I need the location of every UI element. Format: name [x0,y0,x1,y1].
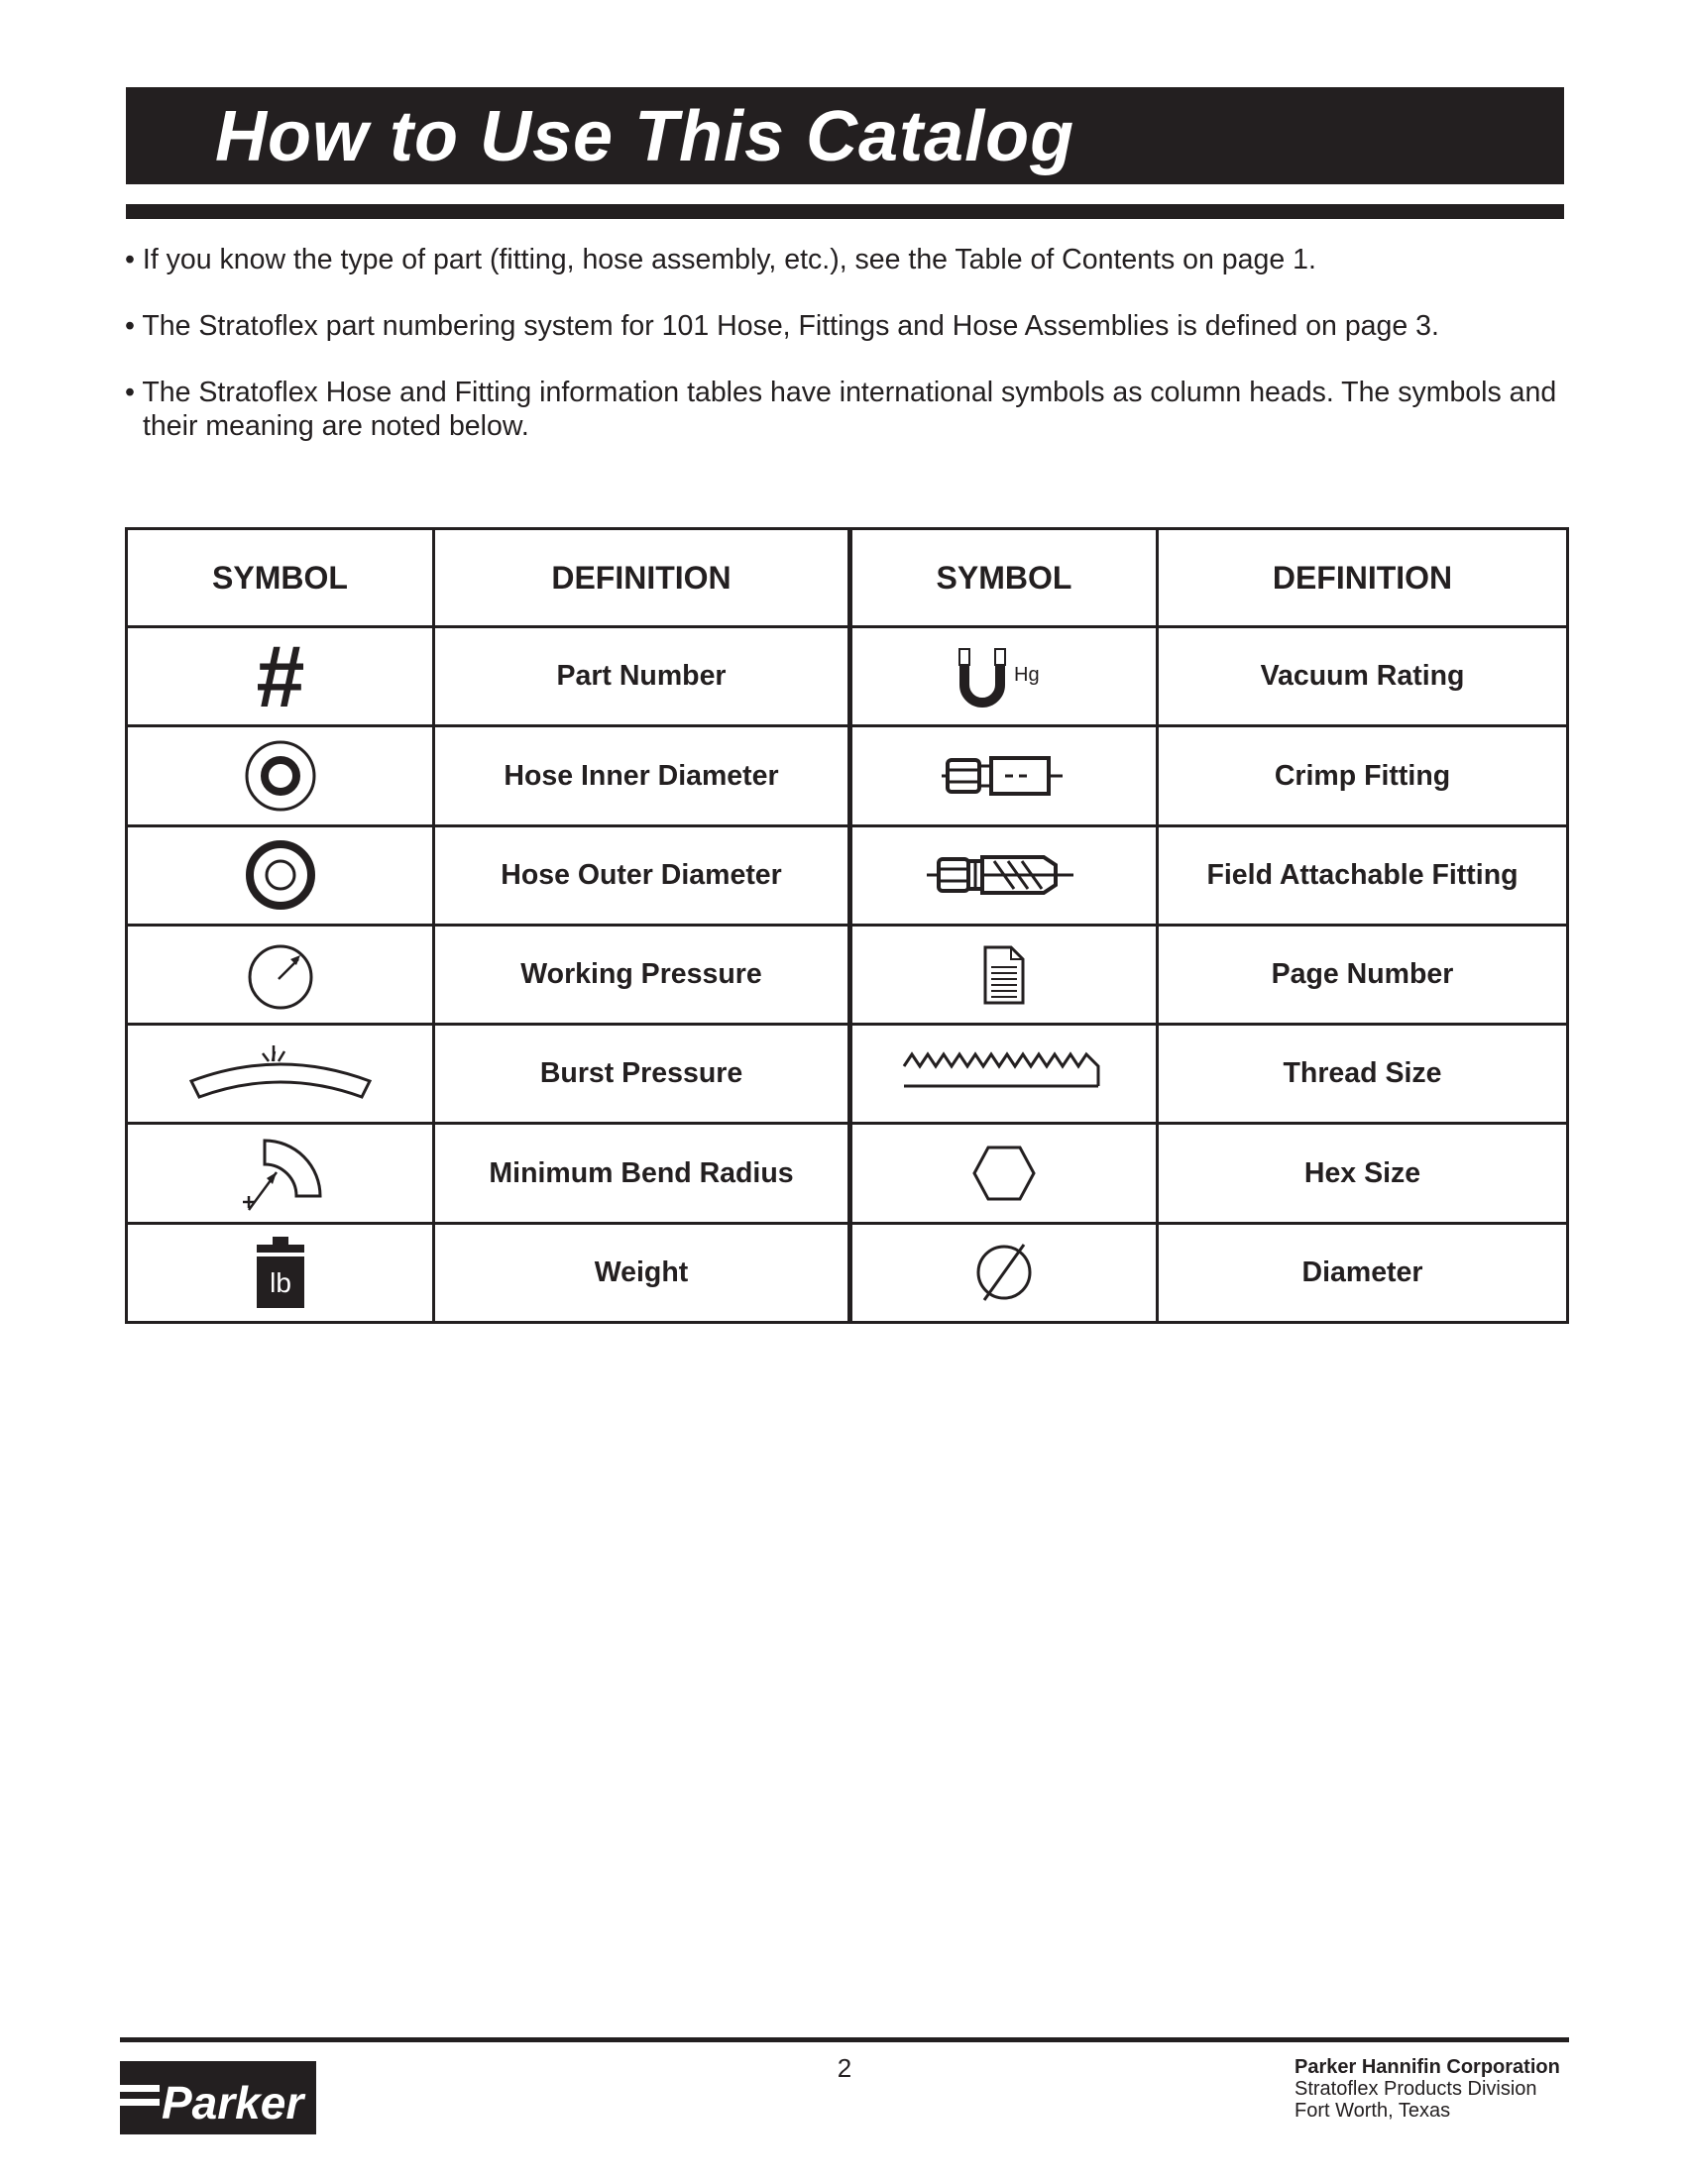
page-icon [979,943,1029,1007]
page-title: How to Use This Catalog [215,97,1075,176]
symbols-table [125,527,1569,1324]
vacuum-gauge-icon [945,645,1064,709]
company-location: Fort Worth, Texas [1295,2100,1451,2122]
bend-radius-icon [231,1131,330,1216]
symbol-cell [127,627,434,726]
symbol-cell [850,925,1158,1024]
definition-cell: Field Attachable Fitting [1158,825,1568,925]
thread-icon [900,1046,1108,1102]
symbol-header: SYMBOL [127,529,434,627]
definition-cell: Diameter [1158,1223,1568,1322]
symbol-header: SYMBOL [850,529,1158,627]
hash-icon [241,637,320,716]
parker-logo-mark [120,2061,316,2134]
definition-header: DEFINITION [434,529,850,627]
intro-bullet: • If you know the type of part (fitting, hose assembly, etc.), see the Table of Contents on page 1. [125,244,1316,275]
symbol-cell [127,1124,434,1223]
svg-text:#: # [256,636,304,716]
table-row [127,627,1568,726]
definition-cell: Thread Size [1158,1025,1568,1124]
symbol-cell [127,1025,434,1124]
division-name: Stratoflex Products Division [1295,2078,1537,2100]
table-row [127,1124,1568,1223]
title-rule [126,204,1564,219]
symbol-cell [127,825,434,925]
table-row [127,825,1568,925]
field-attachable-fitting-icon [925,845,1083,905]
footer-rule [120,2037,1569,2042]
table-row [127,1025,1568,1124]
symbol-cell [127,1223,434,1322]
company-info [1295,2056,1560,2122]
definition-cell: Minimum Bend Radius [434,1124,850,1223]
definition-cell: Weight [434,1223,850,1322]
definition-cell: Burst Pressure [434,1025,850,1124]
parker-logo [120,2061,316,2134]
intro-bullet: • The Stratoflex Hose and Fitting information tables have international symbols as column heads. The symbols and their meaning are noted below. [125,377,1557,442]
definition-header: DEFINITION [1158,529,1568,627]
definition-cell: Part Number [434,627,850,726]
definition-cell: Hose Inner Diameter [434,726,850,825]
table-row [127,726,1568,825]
svg-text:lb: lb [269,1267,291,1299]
crimp-fitting-icon [940,746,1069,806]
outer-diameter-icon [243,837,318,913]
page-number: 2 [837,2053,852,2083]
symbol-cell [850,1124,1158,1223]
definition-cell: Hose Outer Diameter [434,825,850,925]
definition-cell: Page Number [1158,925,1568,1024]
symbol-cell [850,1223,1158,1322]
table-row [127,925,1568,1024]
intro-bullets [125,243,1572,476]
symbol-cell [850,726,1158,825]
symbol-cell [127,726,434,825]
table-header-row [127,529,1568,627]
pressure-gauge-icon [245,939,316,1011]
definition-cell: Hex Size [1158,1124,1568,1223]
symbol-cell [850,627,1158,726]
definition-cell: Crimp Fitting [1158,726,1568,825]
intro-bullet: • The Stratoflex part numbering system for 101 Hose, Fittings and Hose Assemblies is defined on page 3. [125,310,1439,342]
diameter-icon [972,1241,1036,1304]
svg-text:Parker: Parker [162,2077,304,2129]
title-bar [126,87,1564,184]
definition-cell: Vacuum Rating [1158,627,1568,726]
hexagon-icon [971,1144,1037,1203]
company-name: Parker Hannifin Corporation [1295,2056,1560,2078]
symbol-cell [127,925,434,1024]
burst-pressure-icon [181,1039,380,1109]
svg-text:Hg: Hg [1014,663,1040,686]
symbol-cell [850,825,1158,925]
symbol-cell [850,1025,1158,1124]
weight-icon [253,1235,308,1310]
table-row [127,1223,1568,1322]
definition-cell: Working Pressure [434,925,850,1024]
inner-diameter-icon [243,738,318,814]
